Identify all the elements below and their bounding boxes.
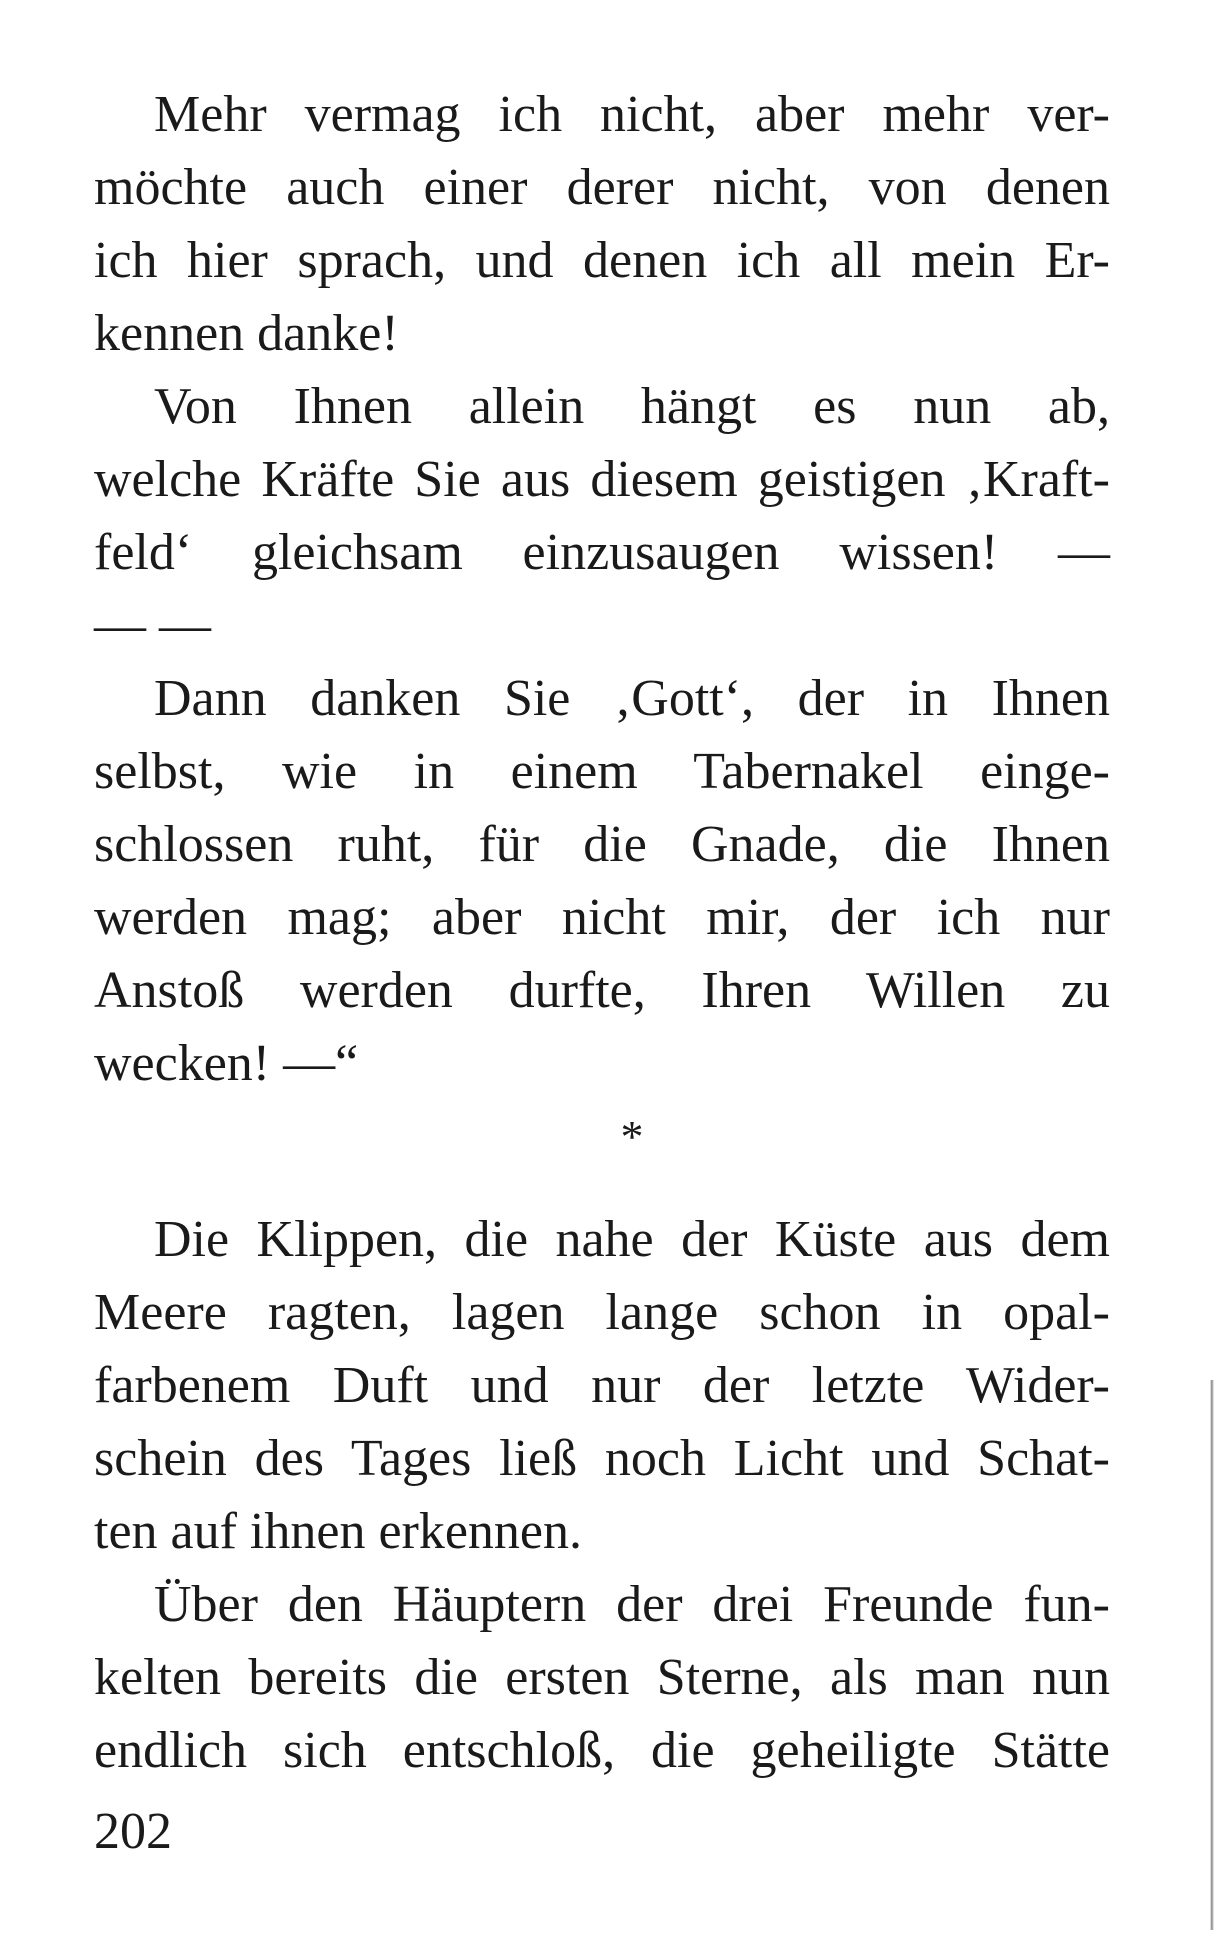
paragraph [94, 1568, 1110, 1787]
book-page [94, 78, 1110, 1787]
text-line: ten auf ihnen erkennen. [94, 1503, 583, 1560]
text-line: Anstoß werden durfte, Ihren Willen zu [94, 962, 1110, 1019]
paragraph [94, 662, 1110, 1100]
paragraph [94, 78, 1110, 370]
text-line: endlich sich entschloß, die geheiligte Stätte [94, 1722, 1110, 1779]
text-line: Über den Häuptern der drei Freunde fun- [154, 1576, 1110, 1633]
paragraph [94, 1203, 1110, 1568]
text-line: wecken! —“ [94, 1035, 359, 1092]
text-line: farbenem Duft und nur der letzte Wider- [94, 1357, 1110, 1414]
text-line: werden mag; aber nicht mir, der ich nur [94, 889, 1110, 946]
text-line: schein des Tages ließ noch Licht und Schat- [94, 1430, 1110, 1487]
text-line: kennen danke! [94, 305, 399, 362]
dash-line: — — [94, 597, 211, 654]
text-line: Mehr vermag ich nicht, aber mehr ver- [154, 86, 1110, 143]
paragraph [94, 370, 1110, 662]
text-line: Von Ihnen allein hängt es nun ab, [154, 378, 1110, 435]
text-line: selbst, wie in einem Tabernakel einge- [94, 743, 1110, 800]
text-line: Die Klippen, die nahe der Küste aus dem [154, 1211, 1110, 1268]
spacer [94, 1173, 1110, 1203]
text-line: ich hier sprach, und denen ich all mein Er- [94, 232, 1110, 289]
text-line: Dann danken Sie ‚Gott‘, der in Ihnen [154, 670, 1110, 727]
page-number: 202 [94, 1803, 172, 1860]
text-line: schlossen ruht, für die Gnade, die Ihnen [94, 816, 1110, 873]
text-line: welche Kräfte Sie aus diesem geistigen ‚Kraft- [94, 451, 1110, 508]
text-line: feld‘ gleichsam einzusaugen wissen! — [94, 524, 1110, 581]
section-separator: * [620, 1111, 644, 1162]
text-line: Meere ragten, lagen lange schon in opal- [94, 1284, 1110, 1341]
text-line: kelten bereits die ersten Sterne, als man nun [94, 1649, 1110, 1706]
page-edge-shadow [1210, 1380, 1214, 1930]
text-line: möchte auch einer derer nicht, von denen [94, 159, 1110, 216]
